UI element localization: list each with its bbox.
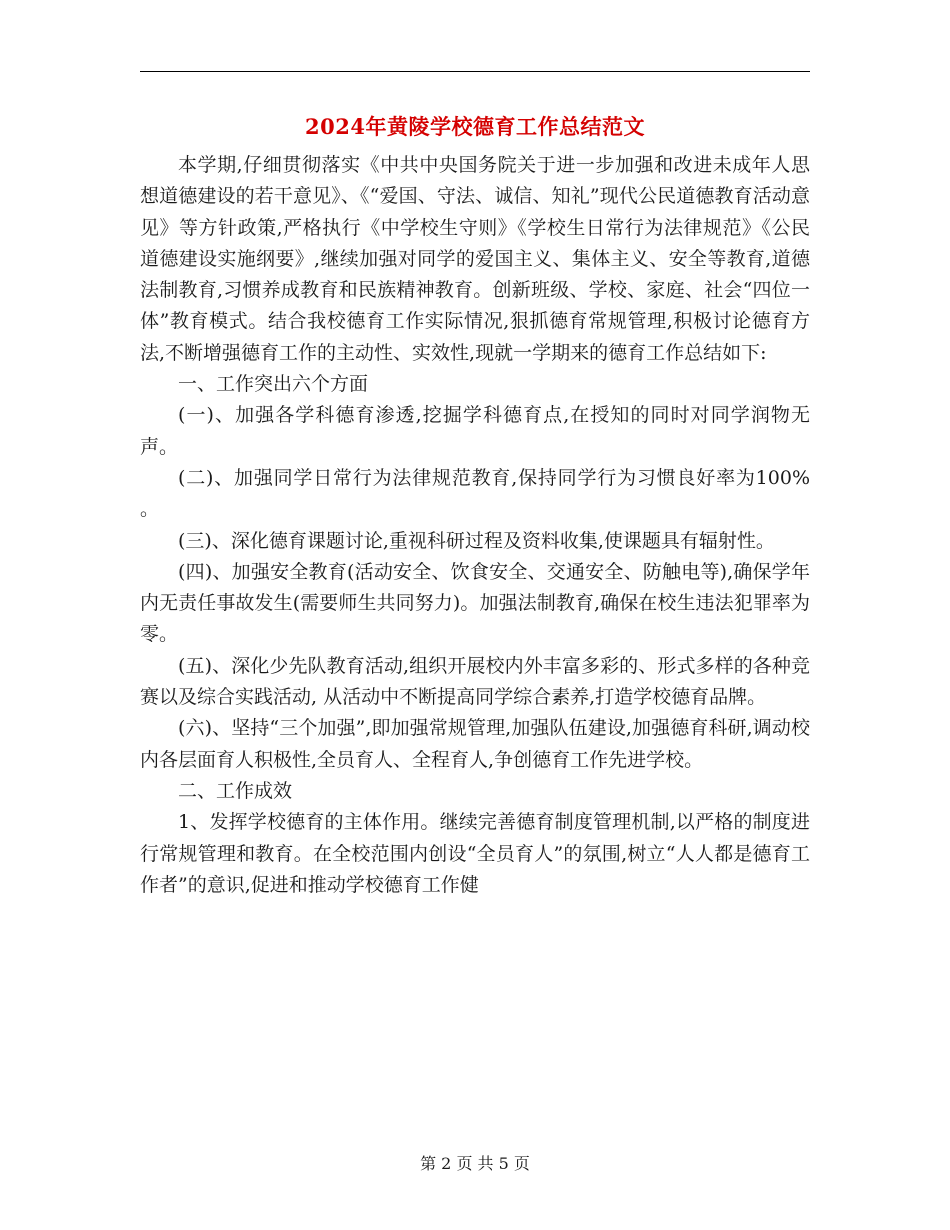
paragraph-item-1: (一)、加强各学科德育渗透,挖掘学科德育点,在授知的同时对同学润物无声。 bbox=[140, 404, 810, 458]
paragraph-item-2: (二)、加强同学日常行为法律规范教育,保持同学行为习惯良好率为100% 。 bbox=[140, 466, 810, 521]
paragraph-item-3: (三)、深化德育课题讨论,重视科研过程及资料收集,使课题具有辐射性。 bbox=[178, 529, 775, 552]
header-rule bbox=[140, 71, 810, 72]
page-number: 第 2 页 共 5 页 bbox=[420, 1154, 530, 1173]
paragraph-item-6: (六)、坚持“三个加强”,即加强常规管理,加强队伍建设,加强德育科研,调动校内各层面育人积极性,全员育人、全程育人,争创德育工作先进学校。 bbox=[140, 717, 810, 771]
paragraph-item-5: (五)、深化少先队教育活动,组织开展校内外丰富多彩的、形式多样的各种竞赛以及综合实践活动, 从活动中不断提高同学综合素养,打造学校德育品牌。 bbox=[140, 654, 810, 709]
document-body bbox=[140, 150, 810, 901]
paragraph-item-4: (四)、加强安全教育(活动安全、饮食安全、交通安全、防触电等),确保学年内无责任事故发生(需要师生共同努力)。加强法制教育,确保在校生违法犯罪率为零。 bbox=[140, 560, 810, 646]
section-heading-1: 一、工作突出六个方面 bbox=[178, 373, 369, 396]
paragraph-intro: 本学期,仔细贯彻落实《中共中央国务院关于进一步加强和改进未成年人思想道德建设的若干意见》、《“爱国、守法、诚信、知礼”现代公民道德教育活动意见》等方针政策,严格执行《中学校生守则》《学校生日常行为法律规范》《公民道德建设实施纲要》,继续加强对同学的爱国主义、集体主义、安全等教育,道德法制教育,习惯养成教育和民族精神教育。创新班级、学校、家庭、社会“四位一体”教育模式。结合我校德育工作实际情况,狠抓德育常规管理,积极讨论德育方法,不断增强德育工作的主动性、实效性,现就一学期来的德育工作总结如下: bbox=[140, 154, 810, 364]
document-title: 2024年黄陵学校德育工作总结范文 bbox=[305, 114, 645, 139]
section-heading-2: 二、工作成效 bbox=[178, 779, 293, 802]
paragraph-result-1: 1、发挥学校德育的主体作用。继续完善德育制度管理机制,以严格的制度进行常规管理和教育。在全校范围内创设“全员育人”的氛围,树立“人人都是德育工作者”的意识,促进和推动学校德育工作健 bbox=[140, 811, 810, 896]
